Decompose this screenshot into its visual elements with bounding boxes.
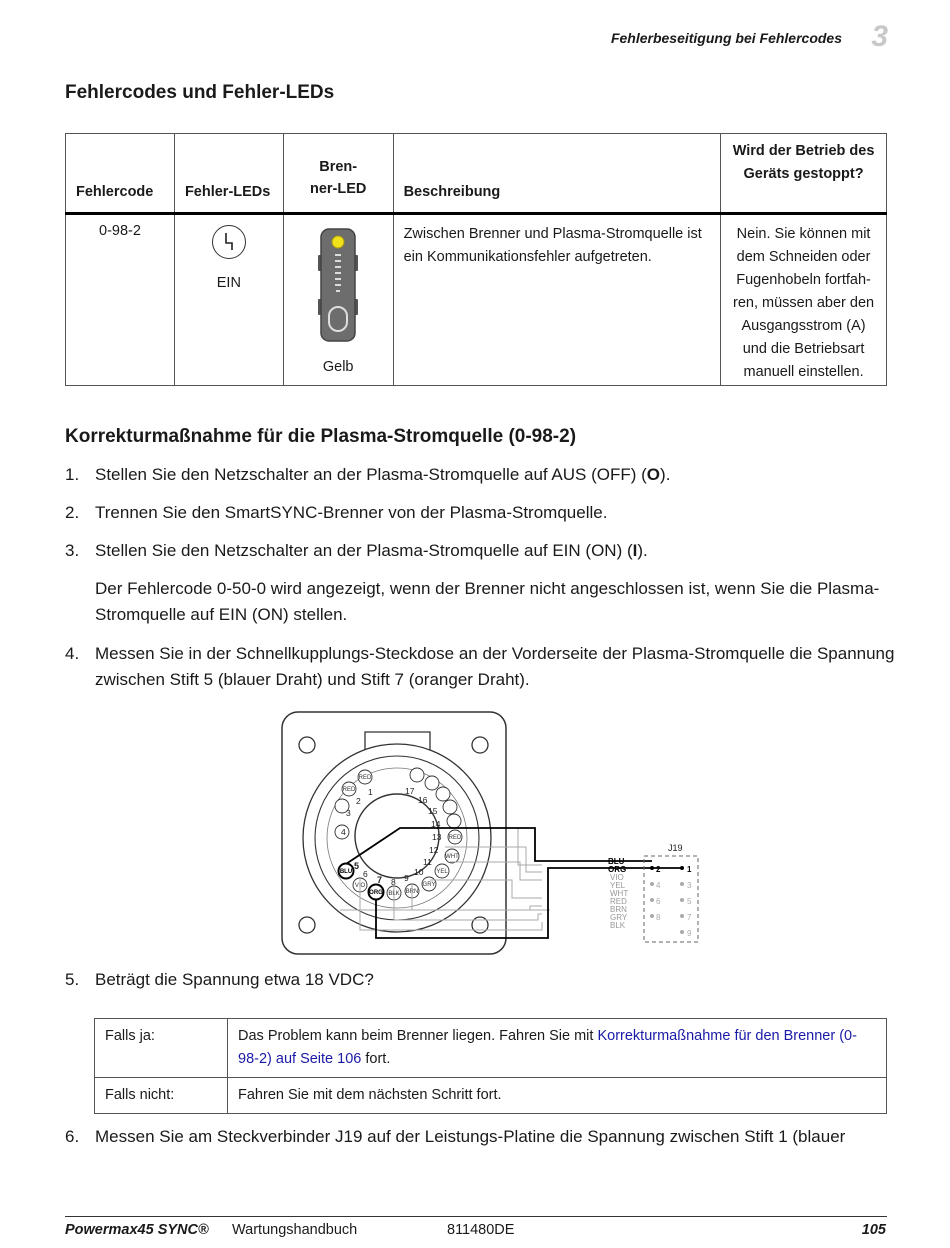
step-text-end: ).	[660, 465, 671, 484]
svg-text:7: 7	[377, 875, 383, 885]
step-3-note	[65, 576, 895, 628]
torch-led-color-text: Gelb	[322, 359, 354, 375]
step-number: 6.	[65, 1127, 80, 1146]
step-text: Stellen Sie den Netzschalter an der Plasma-Stromquelle auf EIN (ON) (	[95, 541, 633, 560]
svg-text:9: 9	[687, 929, 692, 938]
step-4	[65, 641, 895, 693]
step-text: Messen Sie in der Schnellkupplungs-Steckdose an der Vorderseite der Plasma-Stromquelle die Spannung zwischen Stift 5 (blauer Draht) und Stift 7 (oranger Draht).	[95, 644, 895, 689]
svg-text:RED: RED	[448, 835, 462, 841]
table-row	[95, 1019, 887, 1078]
step-text: Messen Sie am Steckverbinder J19 auf der Leistungs-Platine die Spannung zwischen Stift 1 (blauer	[95, 1127, 846, 1146]
svg-text:8: 8	[656, 913, 661, 922]
svg-text:15: 15	[428, 806, 438, 816]
svg-text:YEL: YEL	[436, 869, 448, 875]
footer-divider	[65, 1216, 887, 1217]
step-number: 1.	[65, 465, 80, 484]
socket-wiring-diagram	[280, 710, 705, 958]
svg-text:WHT: WHT	[610, 889, 629, 898]
svg-text:VIO: VIO	[610, 873, 624, 882]
error-code-table	[65, 133, 887, 386]
chapter-number: 3	[871, 20, 888, 53]
running-header-title: Fehlerbeseitigung bei Fehlercodes	[610, 30, 842, 46]
svg-text:VIO: VIO	[354, 883, 366, 889]
svg-text:1: 1	[687, 865, 692, 874]
svg-text:17: 17	[405, 786, 415, 796]
torch-corrective-action-link[interactable]: Korrekturmaßnahme für den Brenner (0-98-2) auf Seite 106	[238, 1028, 857, 1067]
svg-text:3: 3	[346, 808, 351, 818]
on-symbol: I	[632, 541, 638, 560]
led-state-text: EIN	[216, 275, 241, 291]
svg-text:RED: RED	[610, 897, 627, 906]
svg-text:4: 4	[341, 827, 346, 837]
footer-product: Powermax45 SYNC®	[65, 1222, 209, 1238]
error-description: Zwischen Brenner und Plasma-Stromquelle ist ein Kommunikationsfehler aufgetreten.	[393, 214, 721, 386]
svg-text:5: 5	[354, 861, 360, 871]
decision-table	[94, 1018, 887, 1114]
svg-text:8: 8	[391, 877, 396, 887]
svg-text:BLK: BLK	[610, 921, 626, 930]
footer-page-number: 105	[861, 1222, 886, 1238]
no-label: Falls nicht:	[95, 1078, 228, 1114]
svg-text:RED: RED	[358, 775, 372, 781]
step-text: Beträgt die Spannung etwa 18 VDC?	[95, 970, 374, 989]
svg-text:9: 9	[404, 873, 409, 883]
svg-text:BLU: BLU	[608, 857, 625, 866]
svg-text:BLK: BLK	[388, 891, 400, 897]
svg-text:7: 7	[687, 913, 692, 922]
step-6	[65, 1124, 895, 1150]
step-text: Stellen Sie den Netzschalter an der Plasma-Stromquelle auf AUS (OFF) (	[95, 465, 647, 484]
col-header-error-leds: Fehler-LEDs	[174, 134, 283, 214]
svg-text:5: 5	[687, 897, 692, 906]
col-header-operation-stopped: Wird der Betrieb des Geräts gestoppt?	[721, 134, 887, 214]
svg-text:BLU: BLU	[339, 869, 353, 875]
svg-text:11: 11	[423, 857, 432, 867]
yes-text: Das Problem kann beim Brenner liegen. Fahren Sie mit	[238, 1028, 598, 1044]
svg-text:BRN: BRN	[405, 889, 419, 895]
yes-label: Falls ja:	[95, 1019, 228, 1078]
step-2	[65, 500, 895, 526]
svg-text:6: 6	[363, 869, 368, 879]
svg-text:ORG: ORG	[369, 890, 383, 896]
svg-text:1: 1	[368, 787, 373, 797]
step-1	[65, 462, 895, 488]
torch-led-cell	[283, 214, 393, 386]
error-led-cell	[174, 214, 283, 386]
col-header-torch-led: Bren- ner-LED	[283, 134, 393, 214]
step-number: 3.	[65, 541, 80, 560]
step-text-end: ).	[637, 541, 648, 560]
col-header-error-code: Fehlercode	[66, 134, 175, 214]
error-code-value: 0-98-2	[66, 214, 175, 386]
col-header-description: Beschreibung	[393, 134, 721, 214]
svg-text:6: 6	[656, 897, 661, 906]
svg-text:4: 4	[656, 881, 661, 890]
svg-text:14: 14	[431, 819, 441, 829]
step-number: 2.	[65, 503, 80, 522]
svg-text:3: 3	[687, 881, 692, 890]
svg-text:2: 2	[656, 865, 661, 874]
svg-text:ORG: ORG	[608, 865, 627, 874]
off-symbol: O	[646, 465, 661, 484]
svg-text:13: 13	[432, 832, 442, 842]
svg-text:16: 16	[418, 795, 428, 805]
section-heading-corrective-action: Korrekturmaßnahme für die Plasma-Stromquelle (0-98-2)	[65, 426, 577, 447]
svg-text:2: 2	[356, 796, 361, 806]
note-text: Der Fehlercode 0-50-0 wird angezeigt, wenn der Brenner nicht angeschlossen ist, wenn Sie die Plasma-Stromquelle auf EIN (ON) stellen.	[95, 579, 880, 624]
svg-text:GRY: GRY	[422, 882, 436, 888]
section-heading-error-codes: Fehlercodes und Fehler-LEDs	[65, 82, 335, 103]
step-number: 4.	[65, 644, 80, 663]
operation-stopped-text: Nein. Sie können mit dem Schneiden oder Fugenhobeln fortfah-ren, müssen aber den Ausgangsstrom (A) und die Betriebsart manuell einstellen.	[721, 214, 887, 386]
yes-action	[228, 1019, 887, 1078]
step-text: Trennen Sie den SmartSYNC-Brenner von der Plasma-Stromquelle.	[95, 503, 608, 522]
step-number: 5.	[65, 970, 80, 989]
svg-text:12: 12	[429, 845, 439, 855]
footer-doc-number: 811480DE	[447, 1222, 515, 1238]
svg-text:BRN: BRN	[610, 905, 627, 914]
svg-text:10: 10	[414, 867, 424, 877]
fault-led-icon	[212, 225, 246, 259]
yes-tail: fort.	[361, 1051, 391, 1067]
svg-text:WHT: WHT	[445, 854, 459, 860]
step-3	[65, 538, 895, 564]
torch-led-indicator-icon	[318, 227, 358, 345]
table-row	[95, 1078, 887, 1114]
svg-text:RED: RED	[342, 787, 356, 793]
footer-manual: Wartungshandbuch	[232, 1222, 358, 1238]
svg-text:YEL: YEL	[610, 881, 626, 890]
step-5	[65, 967, 895, 993]
no-action: Fahren Sie mit dem nächsten Schritt fort.	[228, 1078, 887, 1114]
table-row	[66, 214, 887, 386]
svg-text:GRY: GRY	[610, 913, 628, 922]
svg-text:J19: J19	[668, 843, 683, 853]
